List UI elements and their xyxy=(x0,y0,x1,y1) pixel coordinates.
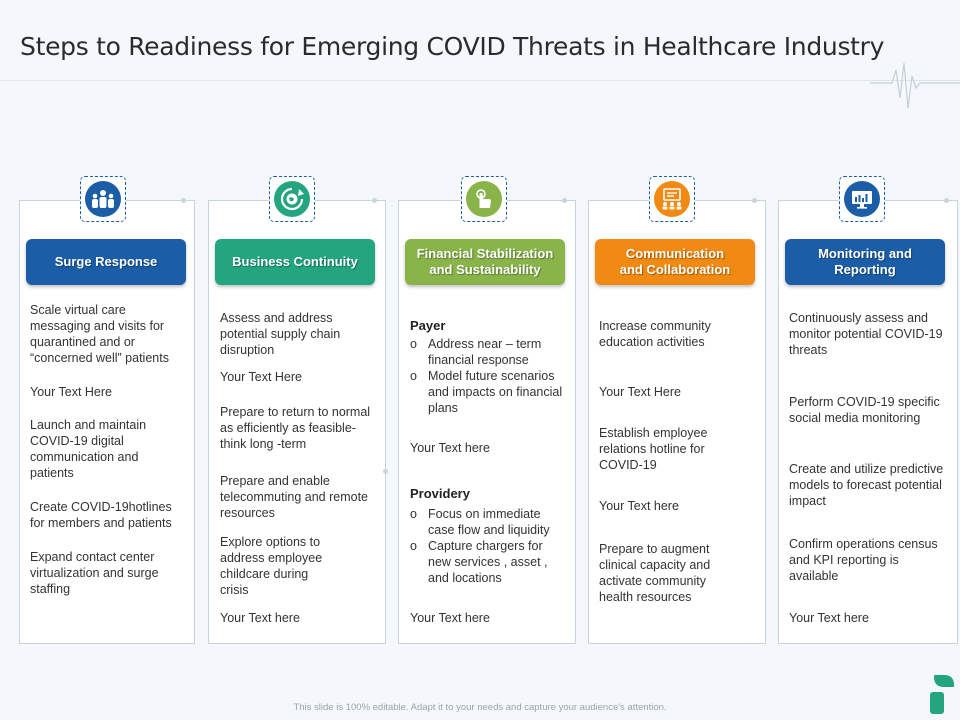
payer-bullet: o Address near – term financial response xyxy=(410,336,570,368)
providery-bullet: o Capture chargers for new services , asset , and locations xyxy=(410,538,562,586)
providery-bullet: o Focus on immediate case flow and liquidity xyxy=(410,506,570,538)
item-text: Increase community education activities xyxy=(599,319,711,349)
title-divider xyxy=(0,80,960,81)
presentation-icon xyxy=(654,181,690,217)
footer-note: This slide is 100% editable. Adapt it to your needs and capture your audience's attention. xyxy=(293,702,667,713)
header-monitoring xyxy=(785,239,945,285)
payer-bullet: o Model future scenarios and impacts on financial plans xyxy=(410,368,572,416)
brand-logo-icon xyxy=(930,673,958,717)
monitor-chart-icon xyxy=(844,181,880,217)
header-line: Communication xyxy=(625,246,725,261)
team-icon xyxy=(85,181,121,217)
item-text: Create and utilize predictive models to forecast potential impact xyxy=(789,462,944,508)
header-business-continuity: Business Continuity xyxy=(215,239,375,285)
item-text: Scale virtual care messaging and visits for quarantined and or “concerned well” patients xyxy=(30,303,169,365)
item-text: Your Text here xyxy=(789,611,869,625)
icon-box-communication xyxy=(649,176,695,222)
item-text: Expand contact center virtualization and surge staffing xyxy=(30,550,159,596)
item-text: Your Text Here xyxy=(599,385,681,399)
header-line: Financial Stabilization xyxy=(416,246,554,261)
card-dot xyxy=(752,198,757,203)
header-line: Reporting xyxy=(834,262,896,277)
item-text: Explore options to address employee childcare during crisis xyxy=(220,535,323,597)
item-text: Your Text Here xyxy=(30,385,112,399)
heartbeat-pulse-icon xyxy=(870,58,960,118)
item-text: Confirm operations census and KPI reporting is available xyxy=(789,537,938,583)
header-communication xyxy=(595,239,755,285)
hand-tap-icon xyxy=(466,181,502,217)
payer-heading: Payer xyxy=(410,318,446,333)
header-financial-stabilization xyxy=(405,239,565,285)
item-text: Continuously assess and monitor potential COVID-19 threats xyxy=(789,311,943,357)
card-dot xyxy=(372,198,377,203)
item-text: Your Text here xyxy=(599,499,679,513)
item-text: Assess and address potential supply chain disruption xyxy=(220,311,341,357)
header-line: Monitoring and xyxy=(818,246,912,261)
icon-box-financial-stabilization xyxy=(461,176,507,222)
page-title: Steps to Readiness for Emerging COVID Threats in Healthcare Industry xyxy=(20,32,885,61)
item-text: Your Text Here xyxy=(220,370,302,384)
item-text: Establish employee relations hotline for COVID-19 xyxy=(599,426,708,472)
item-text: Prepare and enable telecommuting and remote resources xyxy=(220,474,368,520)
cycle-globe-icon xyxy=(274,181,310,217)
icon-box-surge-response xyxy=(80,176,126,222)
header-line: and Sustainability xyxy=(429,262,541,277)
item-text: Prepare to augment clinical capacity and activate community health resources xyxy=(599,542,711,604)
item-text: Perform COVID-19 specific social media monitoring xyxy=(789,395,940,425)
card-dot xyxy=(181,198,186,203)
item-text: Your Text here xyxy=(220,611,300,625)
icon-box-monitoring xyxy=(839,176,885,222)
card-dot xyxy=(383,469,388,474)
providery-heading: Providery xyxy=(410,486,470,501)
item-text: Your Text here xyxy=(410,441,490,455)
item-text: Prepare to return to normal as efficiently as feasible-think long -term xyxy=(220,405,371,451)
item-text: Your Text here xyxy=(410,611,490,625)
icon-box-business-continuity xyxy=(269,176,315,222)
header-line: and Collaboration xyxy=(619,262,731,277)
item-text: Create COVID-19hotlines for members and patients xyxy=(30,500,172,530)
card-dot xyxy=(944,198,949,203)
item-text: Launch and maintain COVID-19 digital communication and patients xyxy=(30,418,147,480)
card-dot xyxy=(562,198,567,203)
header-surge-response: Surge Response xyxy=(26,239,186,285)
